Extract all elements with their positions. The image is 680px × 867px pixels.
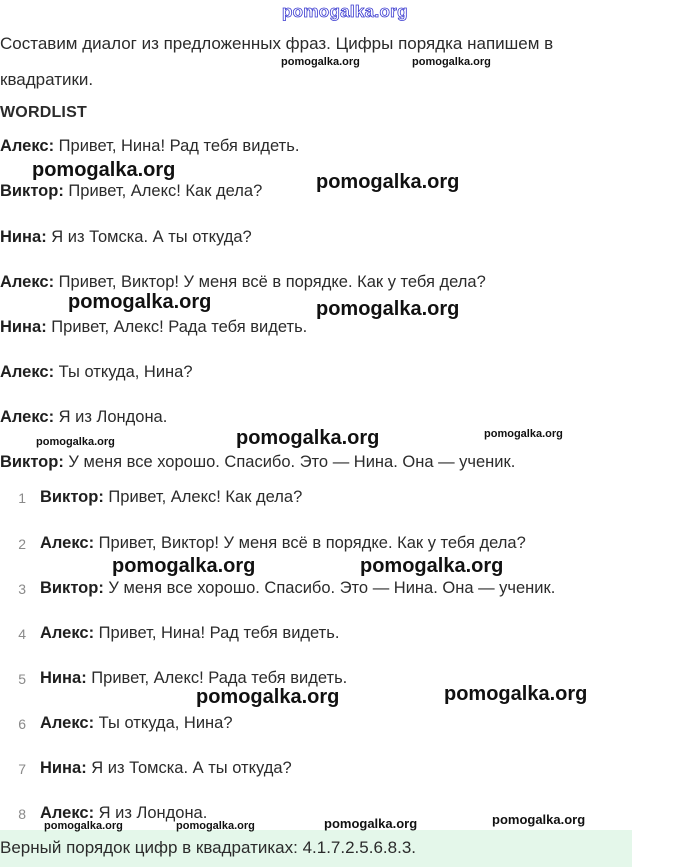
phrase-text: Я из Томска. А ты откуда?: [46, 228, 252, 246]
phrase-text: У меня все хорошо. Спасибо. Это — Нина. Она — ученик.: [63, 453, 516, 471]
watermark: pomogalka.org: [324, 816, 418, 831]
watermark: pomogalka.org: [112, 555, 256, 577]
list-number: 8: [18, 806, 26, 822]
list-number: 6: [18, 716, 26, 732]
watermark: pomogalka.org: [236, 427, 380, 449]
list-item: [40, 759, 292, 778]
section-title: WORDLIST: [0, 104, 87, 121]
watermark: pomogalka.org: [412, 56, 491, 68]
phrase-text: Привет, Алекс! Как дела?: [63, 182, 263, 200]
phrase-text: Привет, Алекс! Рада тебя видеть.: [46, 318, 308, 336]
speaker-name: Нина:: [0, 228, 47, 246]
watermark: pomogalka.org: [281, 56, 360, 68]
list-number: 1: [18, 490, 26, 506]
phrase-text: У меня все хорошо. Спасибо. Это — Нина. Она — ученик.: [103, 579, 556, 597]
list-item: [40, 579, 555, 598]
list-item: [40, 488, 302, 507]
speaker-name: Виктор:: [0, 182, 64, 200]
speaker-name: Нина:: [40, 669, 87, 687]
watermark: pomogalka.org: [32, 159, 176, 181]
speaker-name: Виктор:: [40, 579, 104, 597]
phrase-text: Привет, Виктор! У меня всё в порядке. Как у тебя дела?: [94, 534, 526, 552]
watermark: pomogalka.org: [196, 686, 340, 708]
phrase-line: [0, 182, 262, 201]
watermark: pomogalka.org: [360, 555, 504, 577]
phrase-text: Привет, Алекс! Как дела?: [103, 488, 303, 506]
speaker-name: Алекс:: [40, 534, 95, 552]
watermark: pomogalka.org: [484, 428, 563, 440]
phrase-line: [0, 453, 515, 472]
watermark: pomogalka.org: [44, 820, 123, 832]
list-item: [40, 534, 526, 553]
intro-text-line1: Составим диалог из предложенных фраз. Цифры порядка напишем в: [0, 34, 554, 53]
watermark: pomogalka.org: [444, 683, 588, 705]
phrase-text: Ты откуда, Нина?: [94, 714, 233, 732]
watermark: pomogalka.org: [36, 436, 115, 448]
watermark: pomogalka.org: [492, 812, 586, 827]
speaker-name: Нина:: [40, 759, 87, 777]
phrase-text: Я из Лондона.: [54, 408, 168, 426]
speaker-name: Алекс:: [0, 408, 55, 426]
phrase-line: [0, 408, 167, 427]
intro-text-line2: квадратики.: [0, 70, 94, 89]
phrase-text: Я из Томска. А ты откуда?: [86, 759, 292, 777]
phrase-line: [0, 363, 193, 382]
phrase-line: [0, 273, 486, 292]
speaker-name: Алекс:: [0, 363, 55, 381]
speaker-name: Алекс:: [40, 714, 95, 732]
answer-text: Верный порядок цифр в квадратиках: 4.1.7.2.5.6.8.3.: [0, 838, 416, 857]
list-item: [40, 624, 339, 643]
phrase-text: Привет, Нина! Рад тебя видеть.: [54, 137, 300, 155]
phrase-text: Привет, Нина! Рад тебя видеть.: [94, 624, 340, 642]
speaker-name: Виктор:: [0, 453, 64, 471]
list-item: [40, 714, 233, 733]
speaker-name: Алекс:: [0, 137, 55, 155]
list-number: 2: [18, 536, 26, 552]
phrase-text: Я из Лондона.: [94, 804, 208, 822]
phrase-line: [0, 318, 307, 337]
speaker-name: Виктор:: [40, 488, 104, 506]
list-number: 3: [18, 581, 26, 597]
phrase-text: Привет, Алекс! Рада тебя видеть.: [86, 669, 348, 687]
list-number: 5: [18, 671, 26, 687]
phrase-line: [0, 137, 299, 156]
watermark: pomogalka.org: [316, 298, 460, 320]
phrase-text: Привет, Виктор! У меня всё в порядке. Как у тебя дела?: [54, 273, 486, 291]
speaker-name: Нина:: [0, 318, 47, 336]
speaker-name: Алекс:: [40, 804, 95, 822]
watermark: pomogalka.org: [68, 291, 212, 313]
list-number: 4: [18, 626, 26, 642]
speaker-name: Алекс:: [40, 624, 95, 642]
phrase-line: [0, 228, 252, 247]
speaker-name: Алекс:: [0, 273, 55, 291]
watermark: pomogalka.org: [176, 820, 255, 832]
watermark: pomogalka.org: [316, 171, 460, 193]
phrase-text: Ты откуда, Нина?: [54, 363, 193, 381]
list-number: 7: [18, 761, 26, 777]
site-logo: pomogalka.org: [282, 2, 408, 21]
